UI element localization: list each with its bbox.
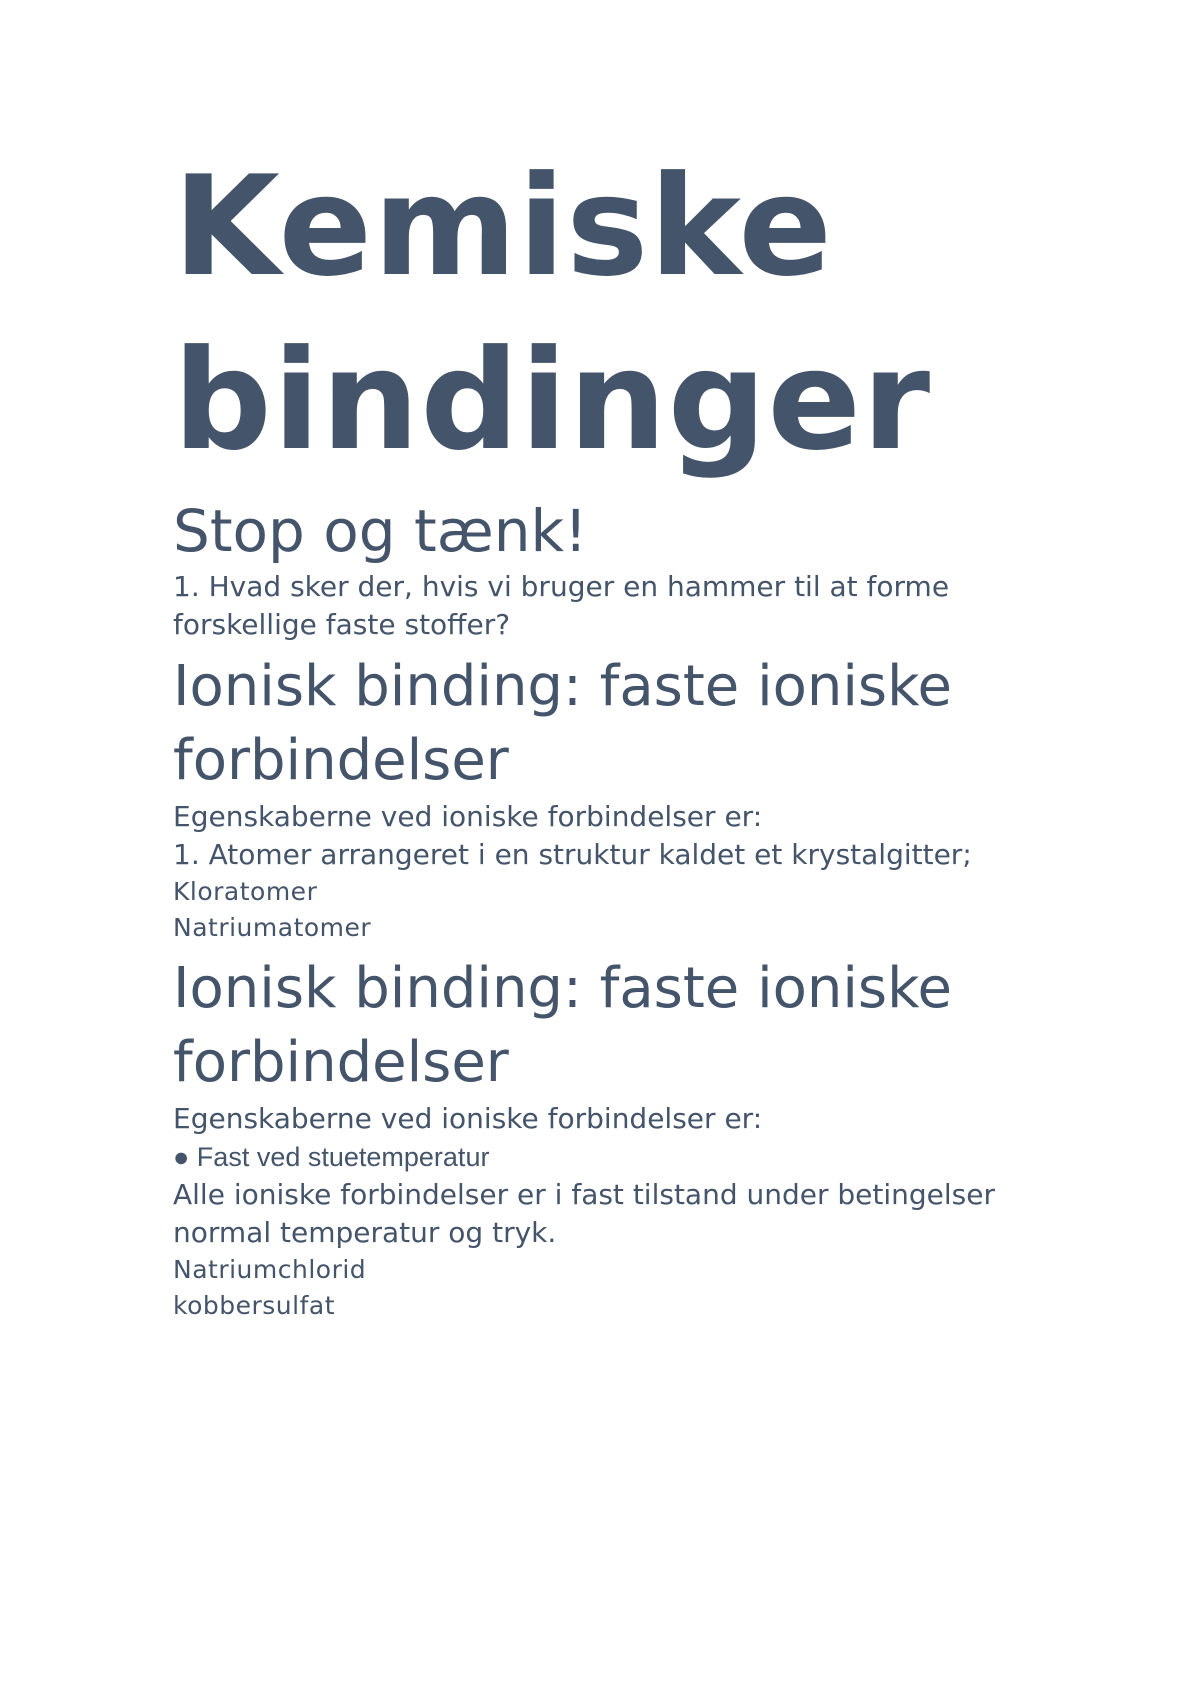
label-sodium-chloride: Natriumchlorid [173, 1255, 367, 1284]
document-page [173, 140, 1053, 1324]
section-heading-ionic-1: Ionisk binding: faste ioniske forbindelser [173, 654, 952, 793]
bullet-solid-room-temp: ● Fast ved stuetemperatur [173, 1142, 490, 1172]
section-heading-stop: Stop og tænk! [173, 497, 588, 565]
properties-intro-2: Egenskaberne ved ioniske forbindelser er: [173, 1102, 763, 1135]
normal-conditions-text: normal temperatur og tryk. [173, 1216, 557, 1249]
property-point: 1. Atomer arrangeret i en struktur kaldet et krystalgitter; [173, 838, 972, 871]
question-text: 1. Hvad sker der, hvis vi bruger en hammer til at forme forskellige faste stoffer? [173, 570, 950, 641]
document-title: Kemiske bindinger [173, 146, 932, 481]
section-heading-ionic-2: Ionisk binding: faste ioniske forbindelser [173, 956, 952, 1095]
label-copper-sulfate: kobbersulfat [173, 1291, 336, 1320]
properties-intro-1: Egenskaberne ved ioniske forbindelser er: [173, 800, 763, 833]
label-chlorine-atoms: Kloratomer [173, 877, 318, 906]
solid-state-text: Alle ioniske forbindelser er i fast tilstand under betingelser [173, 1178, 996, 1211]
label-sodium-atoms: Natriumatomer [173, 913, 372, 942]
